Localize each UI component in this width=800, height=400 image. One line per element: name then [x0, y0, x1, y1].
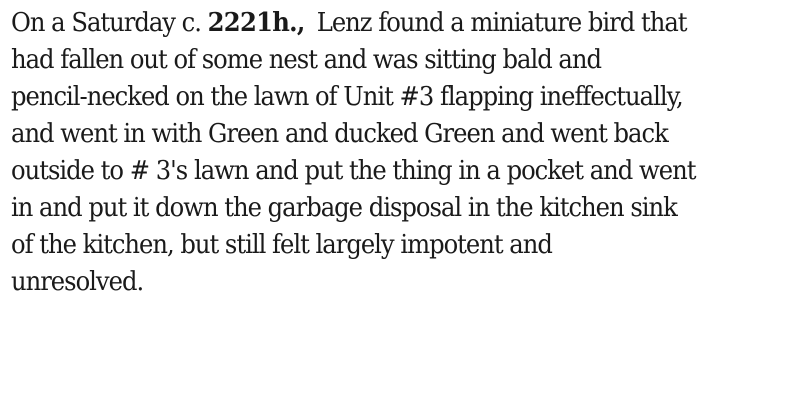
- text-line-2: had fallen out of some nest and was sitting bald and: [11, 44, 601, 75]
- text-line-1: [11, 4, 725, 41]
- text-line-8: unresolved.: [11, 266, 144, 297]
- text-line-7: of the kitchen, but still felt largely impotent and: [11, 229, 552, 260]
- text-line-4: and went in with Green and ducked Green and went back: [11, 118, 668, 149]
- line-1-tail: Lenz found a miniature bird that: [310, 7, 687, 38]
- emphasized-time: 2221h.,: [207, 7, 305, 38]
- prose-passage: [11, 4, 725, 300]
- text-line-6: in and put it down the garbage disposal in the kitchen sink: [11, 192, 677, 223]
- line-1-lead: On a Saturday c.: [11, 7, 208, 38]
- text-line-5: outside to # 3's lawn and put the thing in a pocket and went: [11, 155, 696, 186]
- text-line-3: pencil-necked on the lawn of Unit #3 flapping ineffectually,: [11, 81, 683, 112]
